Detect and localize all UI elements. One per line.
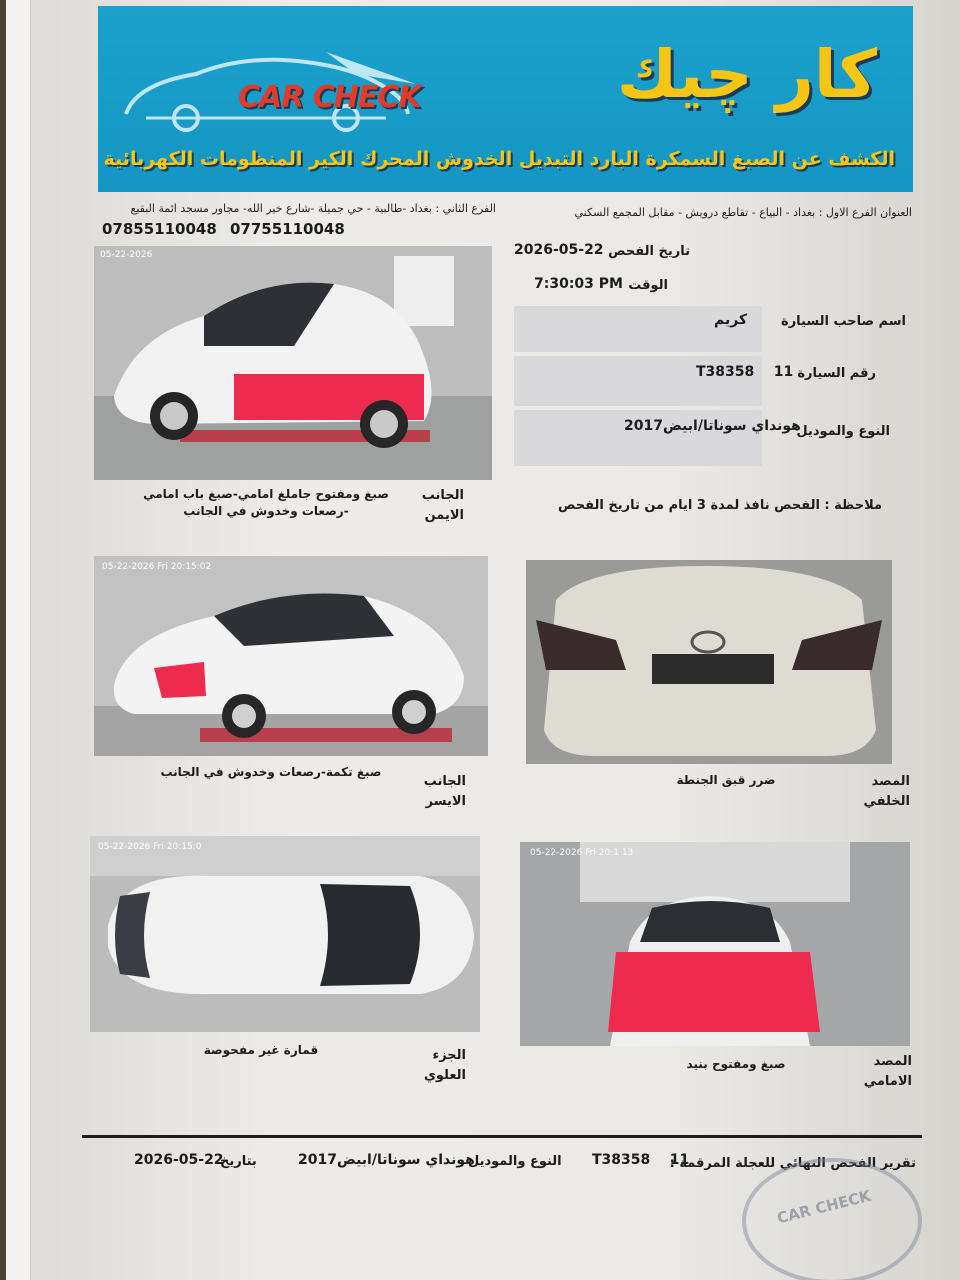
date-label: تاريخ الفحص [608,244,690,259]
footer-rule [82,1135,922,1138]
validity-note: ملاحظة : الفحص نافذ لمدة 3 ايام من تاريخ الفحص [558,498,882,513]
brand-title: كار چيك [616,36,877,113]
final-date-label: بتاريخ [220,1154,257,1169]
inspection-date: 2026-05-22 [514,242,604,258]
caption-top: قمارة غير مفحوصة [203,1043,319,1057]
photo-front [520,842,910,1046]
final-report-label: تقرير الفحص النهائي للعجلة المرقمة : [669,1156,916,1171]
photo-top [90,836,480,1032]
camera-timestamp: 05-22-2026 Fri 20:15:0 [98,842,202,852]
company-stamp [742,1158,922,1280]
phone-1: 07755110048 [230,220,345,238]
owner-value: كريم [714,312,748,328]
page-edge [6,0,31,1280]
caption-left-side: صبغ تكمة-رصعات وخدوش في الجانب [160,765,382,779]
label-right-side: الجانب الايمن [421,488,464,523]
phone-2: 07855110048 [102,220,217,238]
caption-front: صبغ ومفتوح بنيد [686,1057,786,1071]
logo-text: CAR CHECK [238,80,421,115]
stamp-text: CAR CHECK [775,1186,873,1228]
branch-1-address: العنوان الفرع الاول : بغداد - البياع - تقاطع درويش - مقابل المجمع السكني [574,206,912,219]
caption-rear: ضرر قبق الجنطة [676,773,776,787]
owner-label: اسم صاحب السيارة [781,314,906,329]
model-value: هونداي سوناتا/ابيض2017 [624,418,801,434]
caption-right-side: صبغ ومفتوح جاملغ امامي-صبغ باب امامي -رصعات وخدوش في الجانب [143,487,389,518]
label-rear: المصد الخلفي [863,774,910,809]
plate-label: رقم السيارة [797,366,876,381]
camera-timestamp: 05-22-2026 Fri 20:15:02 [102,562,212,572]
photo-right-side [94,246,492,480]
label-top: الجزء العلوي [423,1048,466,1083]
header-banner [98,6,913,192]
final-date: 2026-05-22 [134,1152,224,1168]
services-list: الكشف عن الصبغ السمكرة البارد التبديل الخدوش المحرك الكير المنظومات الكهربائية [103,148,895,170]
inspection-time: 7:30:03 PM [534,276,623,292]
report-page [6,0,960,1280]
model-label: النوع والموديل [796,424,890,439]
photo-left-side [94,556,488,756]
label-front: المصد الامامي [863,1054,912,1089]
time-label: الوقت [628,278,668,293]
final-model: هونداي سوناتا/ابيض2017 [298,1152,475,1168]
final-plate: T38358 11 [592,1152,690,1168]
photo-rear [526,560,892,764]
camera-timestamp: 05-22-2026 [100,250,153,260]
plate-value: T38358 11 [696,364,794,380]
final-model-label: النوع والموديل [468,1154,562,1169]
label-left-side: الجانب الايسر [423,774,466,809]
camera-timestamp: 05-22-2026 Fri 20:1 13 [530,848,634,858]
branch-2-address: الفرع الثاني : بغداد -طالبية - حي جميلة -شارع خير الله- مجاور مسجد ائمة البقيع [130,202,496,215]
